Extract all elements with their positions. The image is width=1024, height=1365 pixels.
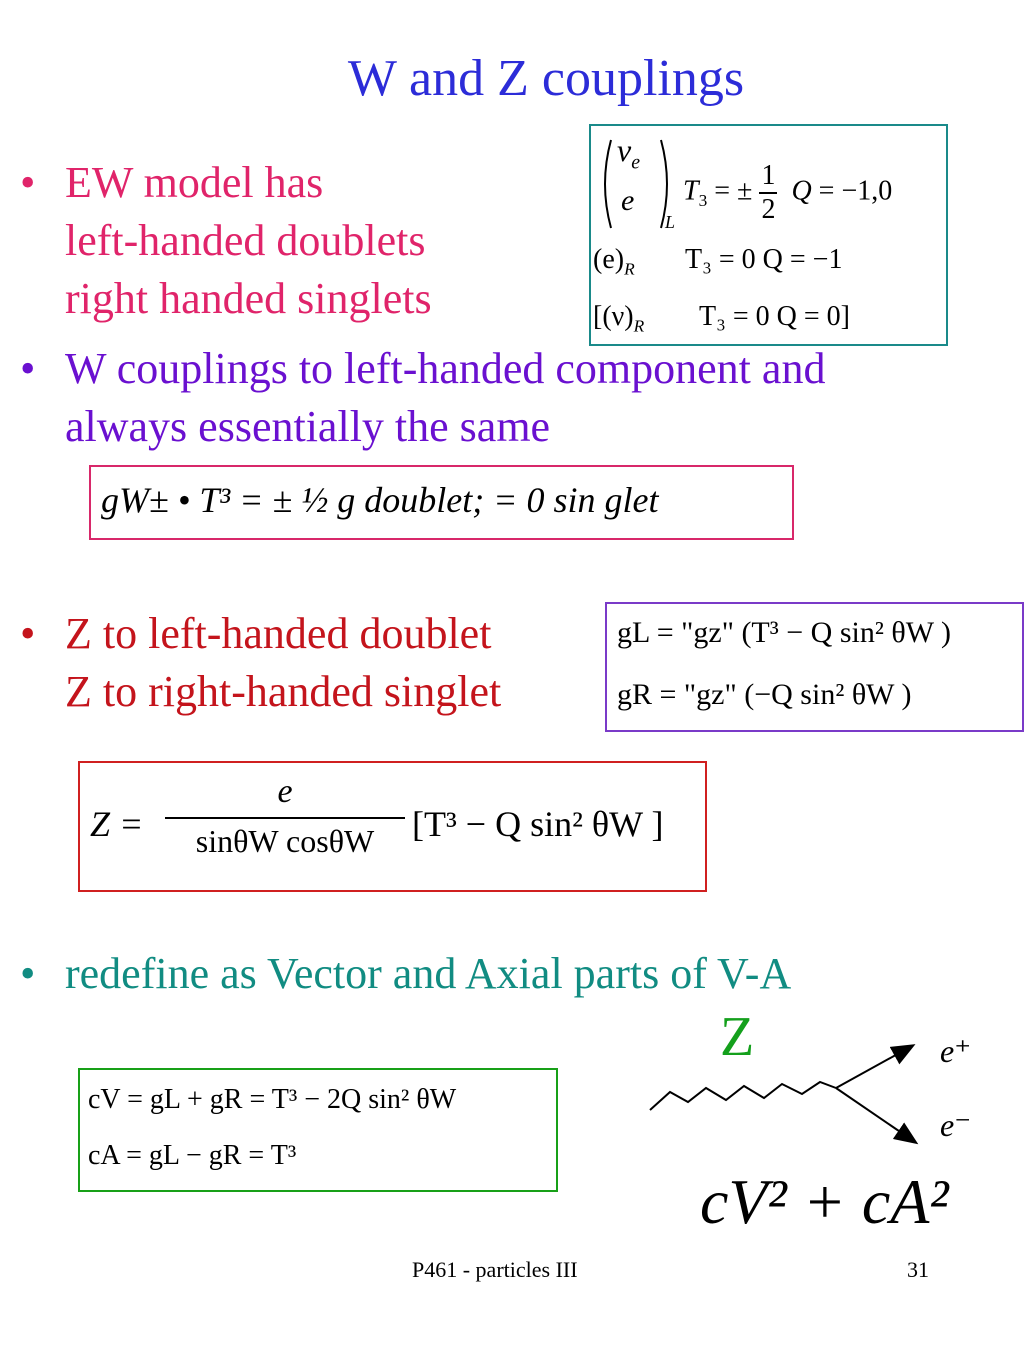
z-chiral-couplings-box <box>605 602 1024 732</box>
slide-title: W and Z couplings <box>347 50 745 107</box>
ca-equation: cA = gL − gR = T³ <box>88 1140 297 1171</box>
bullet-marker: • <box>20 344 36 393</box>
positron-label: e⁺ <box>940 1033 972 1069</box>
bullet-marker: • <box>20 949 36 998</box>
z-equation-rhs: [T³ − Q sin² θW ] <box>412 804 664 844</box>
z-fraction-numerator: e <box>165 773 405 819</box>
bullet-text: W couplings to left-handed component and <box>65 344 826 393</box>
bullet-w-couplings <box>0 340 1024 460</box>
page-number: 31 <box>907 1257 929 1282</box>
bullet-text: Z to right-handed singlet <box>65 667 502 716</box>
gl-equation: gL = "gz" (T³ − Q sin² θW ) <box>617 616 951 649</box>
positron-line <box>836 1046 912 1088</box>
bullet-text: left-handed doublets <box>65 216 426 265</box>
z-decay-diagram <box>640 1030 940 1160</box>
cv-equation: cV = gL + gR = T³ − 2Q sin² θW <box>88 1084 457 1115</box>
coupling-sum-expression: cV² + cA² <box>700 1166 949 1237</box>
bullet-marker: • <box>20 609 36 658</box>
bullet-text: EW model has <box>65 158 324 207</box>
bullet-ew-model <box>0 154 560 334</box>
bullet-text: right handed singlets <box>65 274 432 323</box>
electron-symbol: e <box>621 184 635 217</box>
z-equation-fraction <box>165 773 405 860</box>
gr-equation: gR = "gz" (−Q sin² θW ) <box>617 678 912 711</box>
bullet-text: redefine as Vector and Axial parts of V-A <box>65 949 792 998</box>
w-coupling-equation-box: gW± • T³ = ± ½ g doublet; = 0 sin glet <box>89 465 794 540</box>
bullet-text: always essentially the same <box>65 402 551 451</box>
electron-line <box>836 1088 915 1142</box>
z-boson-label: Z <box>720 1006 755 1068</box>
left-subscript: L <box>665 212 676 232</box>
bullet-marker: • <box>20 158 36 207</box>
right-singlet-electron: $(e)_R$ <box>593 244 635 279</box>
z-field-equation-box <box>78 761 707 892</box>
bullet-text: Z to left-handed doublet <box>65 609 492 658</box>
bullet-vector-axial <box>0 945 1024 1005</box>
z-equation-lhs: Z = <box>90 804 144 844</box>
doublet-quantum-numbers: $T_3$ = ± $\frac{1}{2}$ Q = −1,0 <box>683 160 893 225</box>
nu-symbol: $\nu_e$ <box>617 132 641 174</box>
bullet-z-couplings <box>0 605 600 725</box>
footer-course: P461 - particles III <box>412 1257 578 1282</box>
right-singlet-electron-numbers: T₃ = 0 Q = −1 <box>685 244 843 275</box>
right-singlet-neutrino-numbers: T₃ = 0 Q = 0] <box>699 301 850 332</box>
right-singlet-neutrino: [$(\nu)_R$ <box>593 301 645 336</box>
doublet-definitions-box <box>589 124 948 346</box>
z-propagator-wavy-line <box>650 1082 836 1110</box>
vector-axial-couplings-box <box>78 1068 558 1192</box>
electron-label: e⁻ <box>940 1107 972 1143</box>
z-fraction-denominator: sinθW cosθW <box>195 823 375 859</box>
